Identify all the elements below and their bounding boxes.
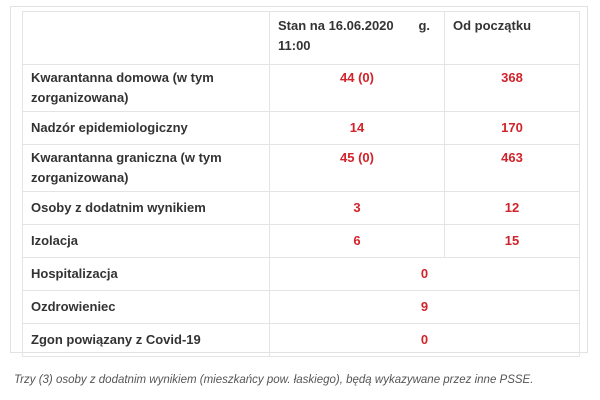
row-label: Hospitalizacja <box>23 258 270 291</box>
row-total-value: 368 <box>445 65 580 112</box>
row-current-value: 3 <box>270 192 445 225</box>
row-label: Kwarantanna graniczna (w tym zorganizowana) <box>23 145 270 192</box>
table-row-merged <box>23 324 580 357</box>
row-merged-value: 0 <box>270 324 580 357</box>
table-row-merged <box>23 291 580 324</box>
row-current-value: 45 (0) <box>270 145 445 192</box>
row-label: Kwarantanna domowa (w tym zorganizowana) <box>23 65 270 112</box>
row-label: Zgon powiązany z Covid-19 <box>23 324 270 357</box>
table-row <box>23 192 580 225</box>
footnote: Trzy (3) osoby z dodatnim wynikiem (mieszkańcy pow. łaskiego), będą wykazywane przez inne PSSE. <box>14 374 534 386</box>
header-since-start: Od początku <box>445 12 580 65</box>
table-header-row <box>23 12 580 65</box>
header-date-cell <box>270 12 445 65</box>
row-label: Izolacja <box>23 225 270 258</box>
row-total-value: 463 <box>445 145 580 192</box>
header-time: 11:00 <box>278 38 311 53</box>
row-label: Nadzór epidemiologiczny <box>23 112 270 145</box>
covid-stats-table <box>22 11 580 357</box>
table-row <box>23 65 580 112</box>
row-current-value: 14 <box>270 112 445 145</box>
table-row <box>23 145 580 192</box>
table-row <box>23 112 580 145</box>
table-row <box>23 225 580 258</box>
row-merged-value: 9 <box>270 291 580 324</box>
row-total-value: 170 <box>445 112 580 145</box>
row-total-value: 12 <box>445 192 580 225</box>
row-current-value: 6 <box>270 225 445 258</box>
row-label: Ozdrowieniec <box>23 291 270 324</box>
row-merged-value: 0 <box>270 258 580 291</box>
header-date-suffix: g. <box>418 18 430 33</box>
row-label: Osoby z dodatnim wynikiem <box>23 192 270 225</box>
table-row-merged <box>23 258 580 291</box>
header-date-label: Stan na 16.06.2020 <box>278 18 394 33</box>
row-current-value: 44 (0) <box>270 65 445 112</box>
row-total-value: 15 <box>445 225 580 258</box>
header-empty-cell <box>23 12 270 65</box>
